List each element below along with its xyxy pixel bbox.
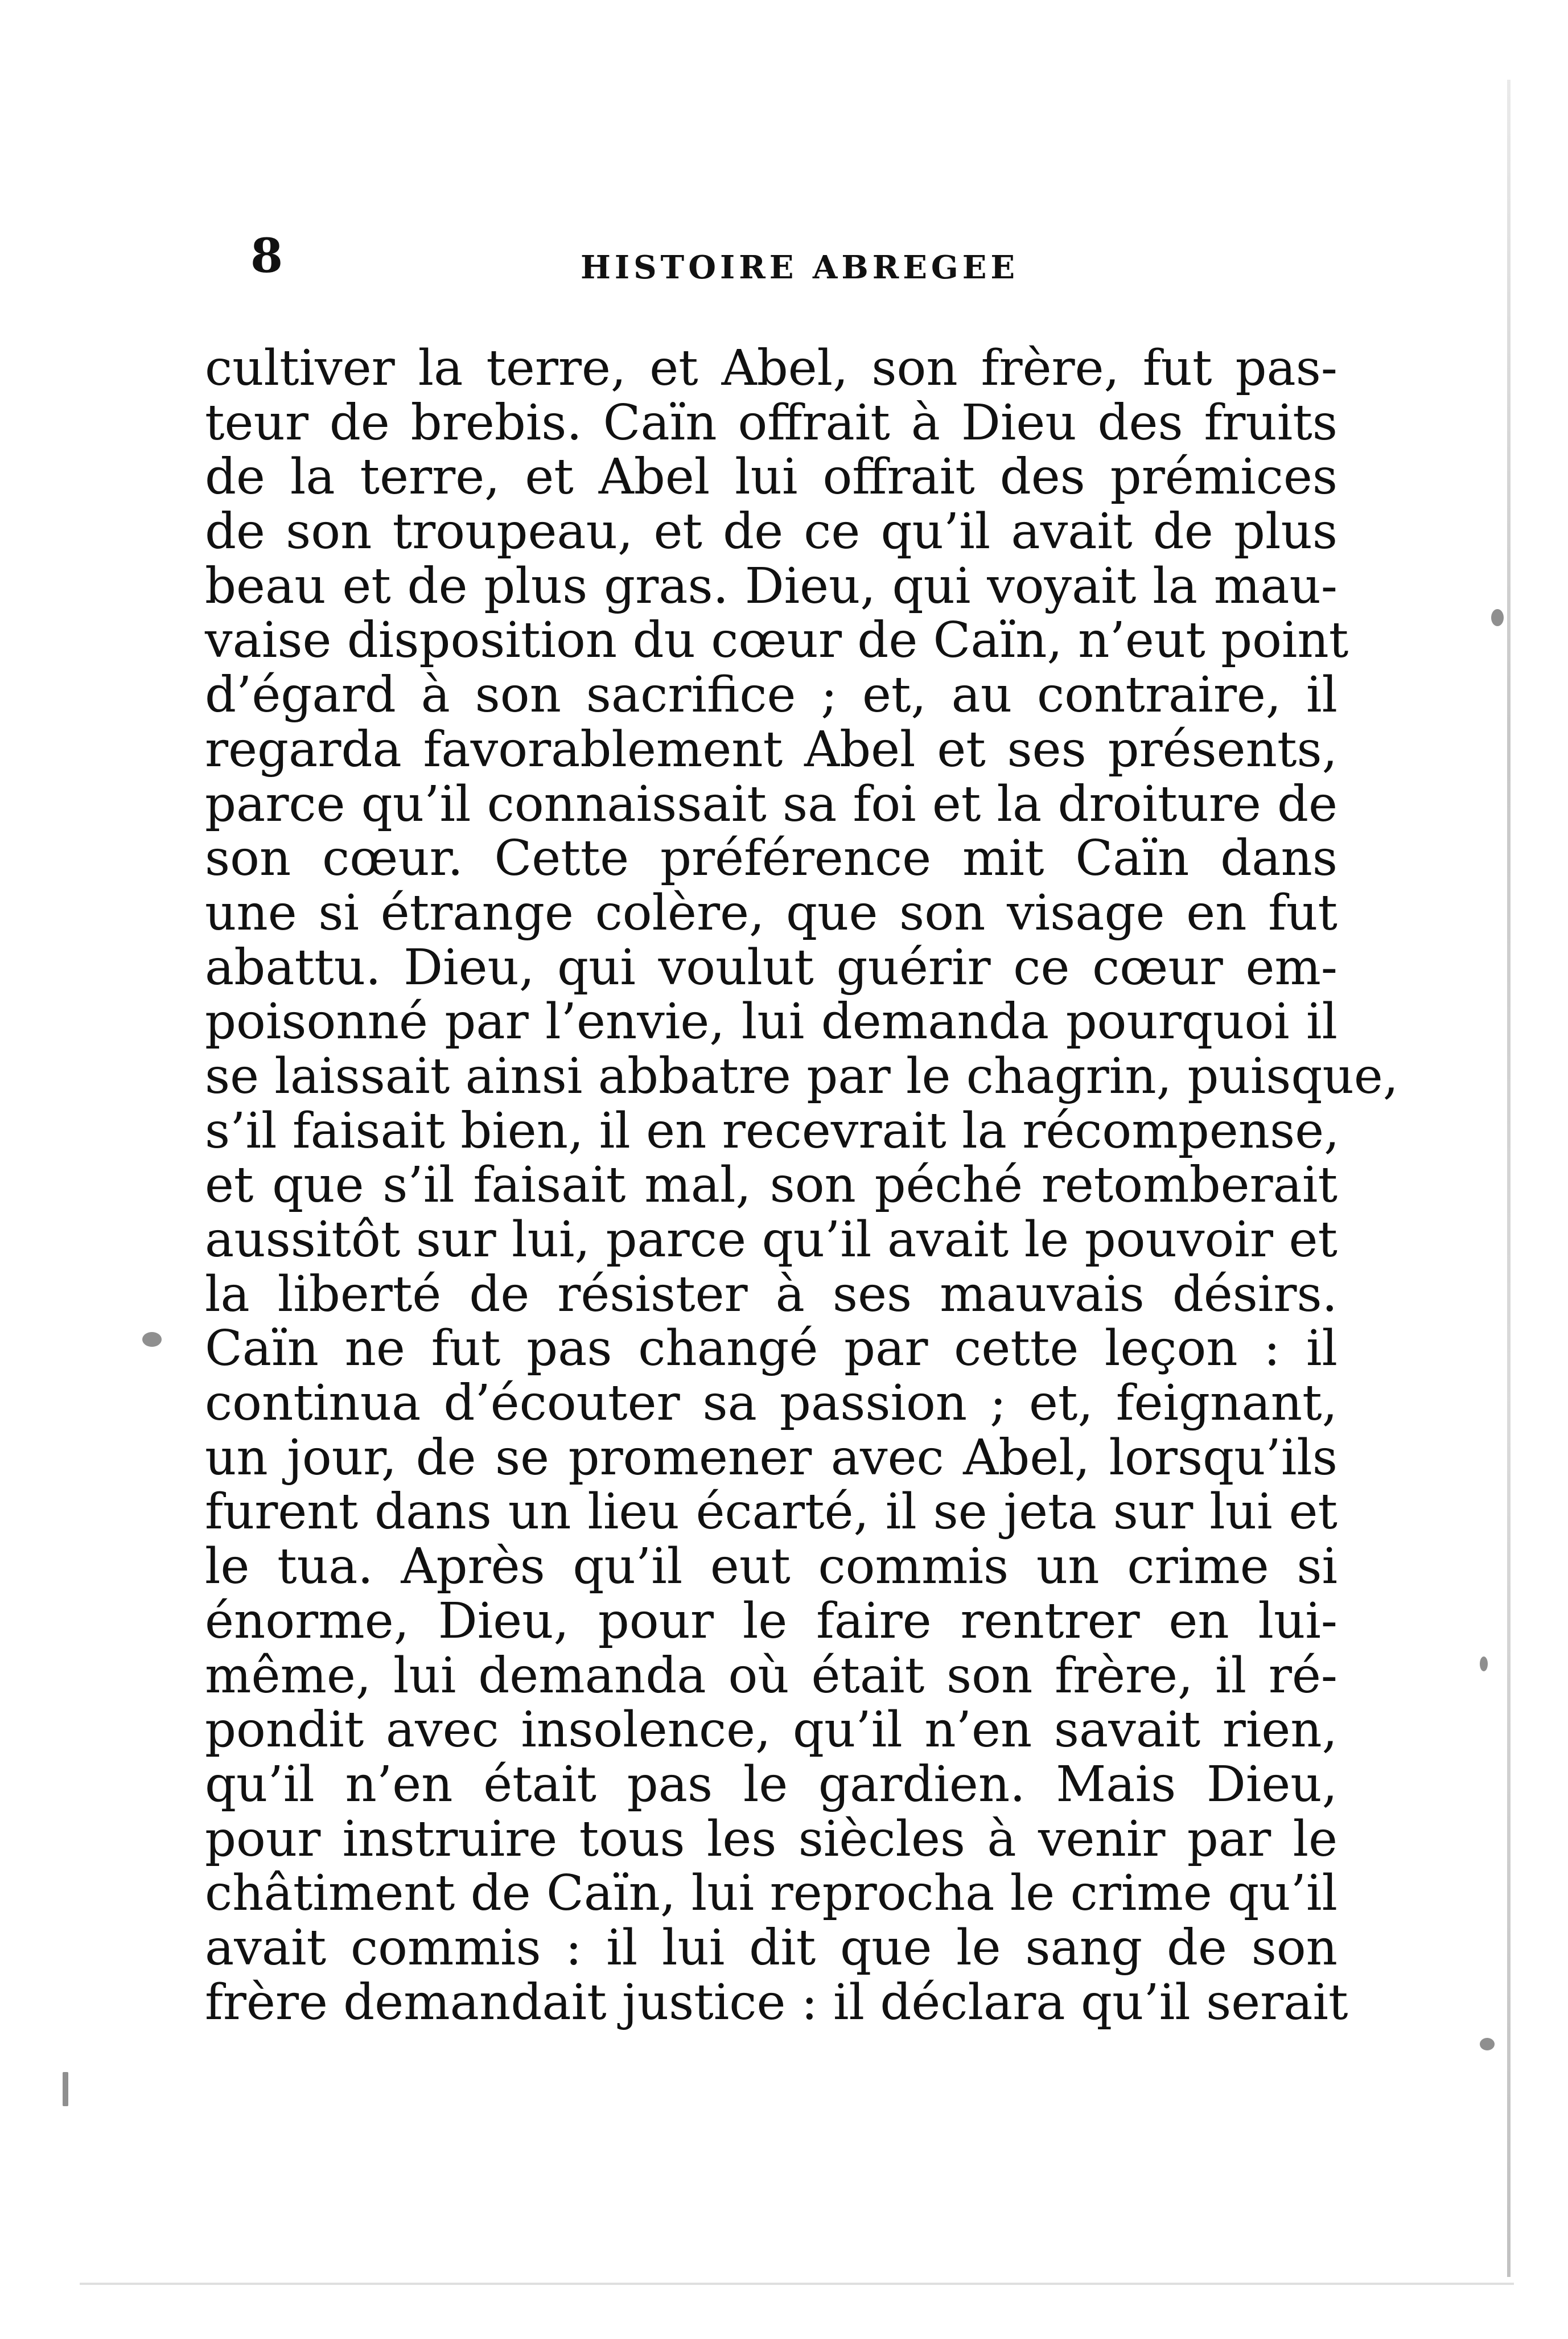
scan-speck <box>1491 609 1504 626</box>
text-line: avait commis : il lui dit que le sang de son <box>205 1919 1337 1976</box>
text-line: beau et de plus gras. Dieu, qui voyait la mau- <box>205 557 1337 615</box>
text-line: pour instruire tous les siècles à venir par le <box>205 1810 1337 1868</box>
scan-speck <box>63 2072 68 2106</box>
text-line: énorme, Dieu, pour le faire rentrer en lui- <box>205 1592 1337 1650</box>
text-line: regarda favorablement Abel et ses présents, <box>205 721 1337 778</box>
text-line: Caïn ne fut pas changé par cette leçon : il <box>205 1320 1337 1378</box>
text-line: pondit avec insolence, qu’il n’en savait rien, <box>205 1701 1337 1759</box>
text-line: une si étrange colère, que son visage en fut <box>205 884 1337 942</box>
text-line: même, lui demanda où était son frère, il ré- <box>205 1647 1337 1704</box>
text-line: châtiment de Caïn, lui reprocha le crime qu’il <box>205 1865 1337 1922</box>
text-line: parce qu’il connaissait sa foi et la droiture de <box>205 775 1337 833</box>
page-header <box>250 228 1332 296</box>
text-line: furent dans un lieu écarté, il se jeta sur lui et <box>205 1483 1337 1541</box>
text-line: le tua. Après qu’il eut commis un crime si <box>205 1538 1337 1596</box>
body-text <box>205 340 1399 2031</box>
text-line: de son troupeau, et de ce qu’il avait de plus <box>205 503 1337 561</box>
text-line: un jour, de se promener avec Abel, lorsqu’ils <box>205 1429 1337 1486</box>
text-line: la liberté de résister à ses mauvais désirs. <box>205 1265 1337 1323</box>
text-line: abattu. Dieu, qui voulut guérir ce cœur em- <box>205 939 1337 996</box>
text-line: s’il faisait bien, il en recevrait la récompense, <box>205 1102 1340 1160</box>
page-edge-bottom <box>80 2283 1514 2285</box>
text-line: d’égard à son sacrifice ; et, au contraire, il <box>205 667 1337 724</box>
text-line: qu’il n’en était pas le gardien. Mais Dieu, <box>205 1756 1337 1813</box>
text-line: son cœur. Cette préférence mit Caïn dans <box>205 830 1337 887</box>
text-line: vaise disposition du cœur de Caïn, n’eut point <box>205 612 1349 669</box>
scan-speck <box>1480 1656 1488 1671</box>
text-line: se laissait ainsi abbatre par le chagrin, puisque, <box>205 1047 1399 1105</box>
text-line: frère demandait justice : il déclara qu’il serait <box>205 1974 1348 2031</box>
scan-speck <box>1480 2038 1495 2050</box>
text-line: teur de brebis. Caïn offrait à Dieu des fruits <box>205 394 1337 451</box>
text-line: cultiver la terre, et Abel, son frère, fut pas- <box>205 340 1337 397</box>
text-line: continua d’écouter sa passion ; et, feignant, <box>205 1375 1337 1432</box>
page-number: 8 <box>250 229 283 283</box>
page-edge-right <box>1507 80 1511 2277</box>
text-line: poisonné par l’envie, lui demanda pourquoi il <box>205 993 1337 1051</box>
running-head: HISTOIRE ABREGEE <box>581 249 1019 286</box>
scan-speck <box>142 1332 162 1347</box>
text-line: et que s’il faisait mal, son péché retomberait <box>205 1157 1337 1214</box>
text-line: aussitôt sur lui, parce qu’il avait le pouvoir et <box>205 1211 1337 1268</box>
text-line: de la terre, et Abel lui offrait des prémices <box>205 449 1337 506</box>
